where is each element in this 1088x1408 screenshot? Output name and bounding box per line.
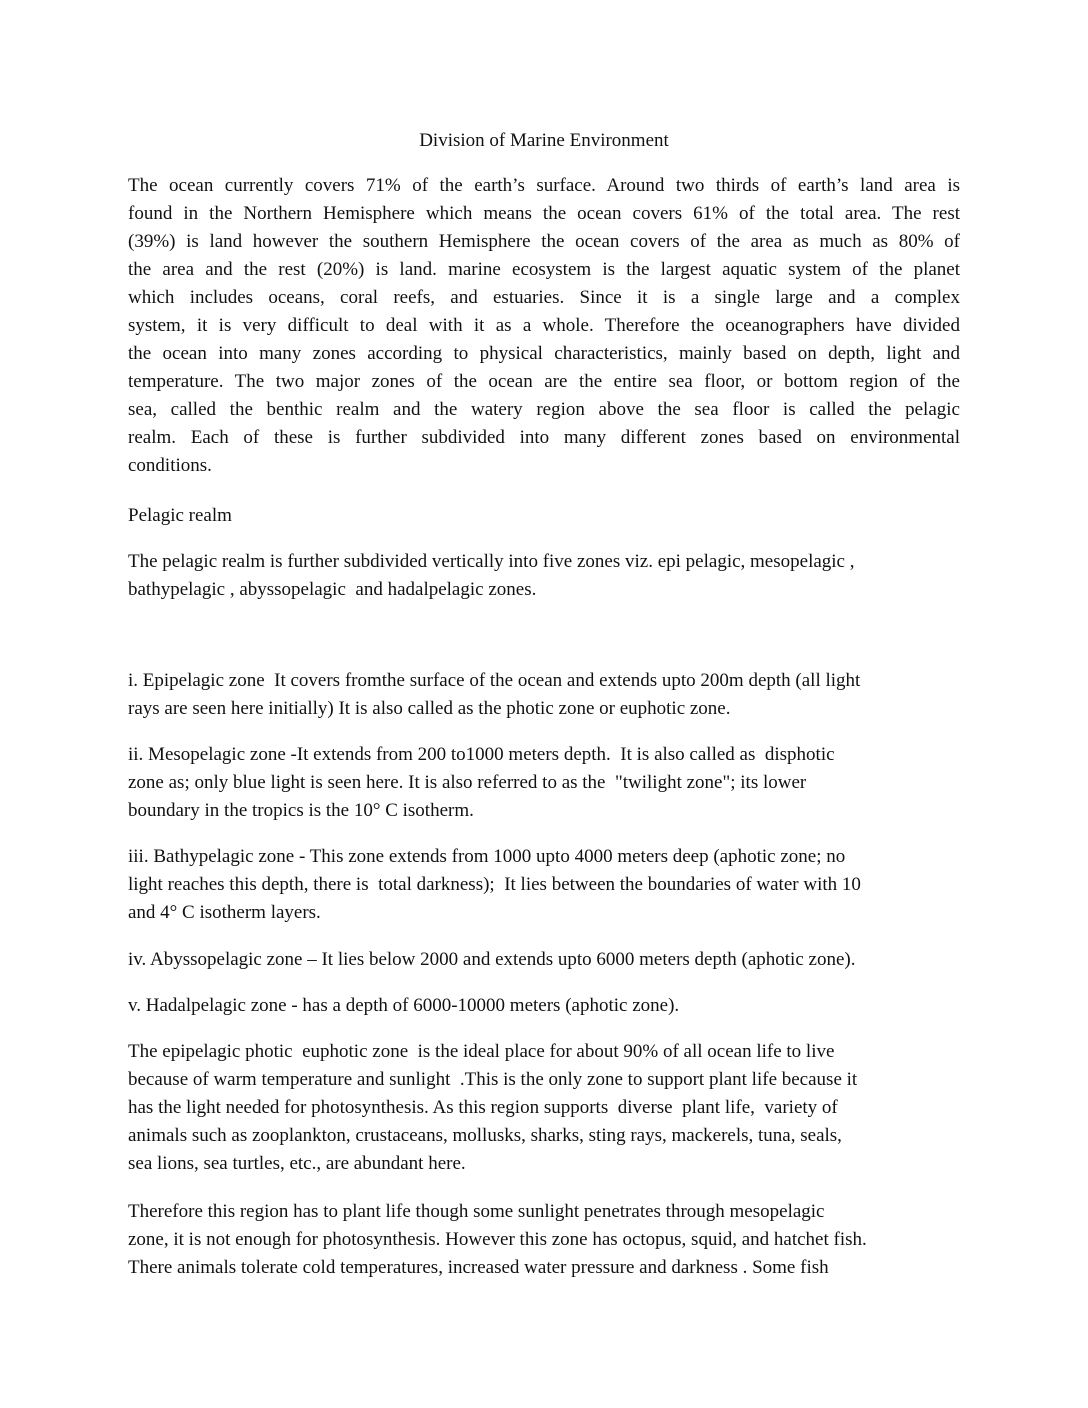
text-line: found in the Northern Hemisphere which means the ocean covers 61% of the total area. The rest: [128, 203, 960, 224]
text-line: animals such as zooplankton, crustaceans, mollusks, sharks, sting rays, mackerels, tuna, seals,: [128, 1125, 842, 1146]
text-line: temperature. The two major zones of the ocean are the entire sea floor, or bottom region of the: [128, 371, 960, 392]
mesopelagic-paragraph: [128, 1198, 960, 1282]
zone-item-bathypelagic: [128, 843, 960, 927]
text-line: The ocean currently covers 71% of the earth’s surface. Around two thirds of earth’s land area is: [128, 175, 960, 196]
text-line: which includes oceans, coral reefs, and estuaries. Since it is a single large and a complex: [128, 287, 960, 308]
text-line: has the light needed for photosynthesis. As this region supports diverse plant life, variety of: [128, 1097, 838, 1118]
intro-paragraph: [128, 172, 960, 480]
zone-item-epipelagic: [128, 667, 960, 723]
text-line: There animals tolerate cold temperatures, increased water pressure and darkness . Some fish: [128, 1257, 829, 1278]
text-line: zone as; only blue light is seen here. It is also referred to as the "twilight zone"; its lower: [128, 772, 807, 793]
document-title: Division of Marine Environment: [419, 130, 669, 151]
zone-item-hadalpelagic: [128, 992, 960, 1020]
text-line: light reaches this depth, there is total darkness); It lies between the boundaries of water with 10: [128, 874, 861, 895]
epipelagic-paragraph: [128, 1038, 960, 1178]
text-line: i. Epipelagic zone It covers fromthe surface of the ocean and extends upto 200m depth (all light: [128, 670, 861, 691]
zone-item-mesopelagic: [128, 741, 960, 825]
text-line: Therefore this region has to plant life though some sunlight penetrates through mesopelagic: [128, 1201, 825, 1222]
text-line: boundary in the tropics is the 10° C isotherm.: [128, 800, 474, 821]
text-line: sea lions, sea turtles, etc., are abundant here.: [128, 1153, 466, 1174]
text-line: The pelagic realm is further subdivided vertically into five zones viz. epi pelagic, mesopelagic ,: [128, 551, 855, 572]
text-line: realm. Each of these is further subdivided into many different zones based on environmental: [128, 427, 960, 448]
pelagic-paragraph: [128, 548, 960, 604]
text-line: the ocean into many zones according to physical characteristics, mainly based on depth, light and: [128, 343, 960, 364]
text-line: and 4° C isotherm layers.: [128, 902, 321, 923]
text-line: system, it is very difficult to deal with it as a whole. Therefore the oceanographers have divided: [128, 315, 960, 336]
text-line: rays are seen here initially) It is also called as the photic zone or euphotic zone.: [128, 698, 731, 719]
section-heading: Pelagic realm: [128, 505, 232, 526]
text-line: iii. Bathypelagic zone - This zone extends from 1000 upto 4000 meters deep (aphotic zone; no: [128, 846, 846, 867]
text-line: sea, called the benthic realm and the watery region above the sea floor is called the pelagic: [128, 399, 960, 420]
text-line: the area and the rest (20%) is land. marine ecosystem is the largest aquatic system of the planet: [128, 259, 960, 280]
text-line: v. Hadalpelagic zone - has a depth of 6000-10000 meters (aphotic zone).: [128, 995, 680, 1016]
text-line: (39%) is land however the southern Hemisphere the ocean covers of the area as much as 80% of: [128, 231, 960, 252]
text-line: bathypelagic , abyssopelagic and hadalpelagic zones.: [128, 579, 537, 600]
section-heading-block: [128, 502, 960, 530]
text-line: The epipelagic photic euphotic zone is the ideal place for about 90% of all ocean life to live: [128, 1041, 835, 1062]
text-line: conditions.: [128, 455, 212, 476]
text-line: because of warm temperature and sunlight .This is the only zone to support plant life because it: [128, 1069, 858, 1090]
text-line: iv. Abyssopelagic zone – It lies below 2000 and extends upto 6000 meters depth (aphotic zone).: [128, 949, 856, 970]
text-line: zone, it is not enough for photosynthesis. However this zone has octopus, squid, and hatchet fish.: [128, 1229, 867, 1250]
text-line: ii. Mesopelagic zone -It extends from 200 to1000 meters depth. It is also called as disphotic: [128, 744, 835, 765]
zone-item-abyssopelagic: [128, 946, 960, 974]
